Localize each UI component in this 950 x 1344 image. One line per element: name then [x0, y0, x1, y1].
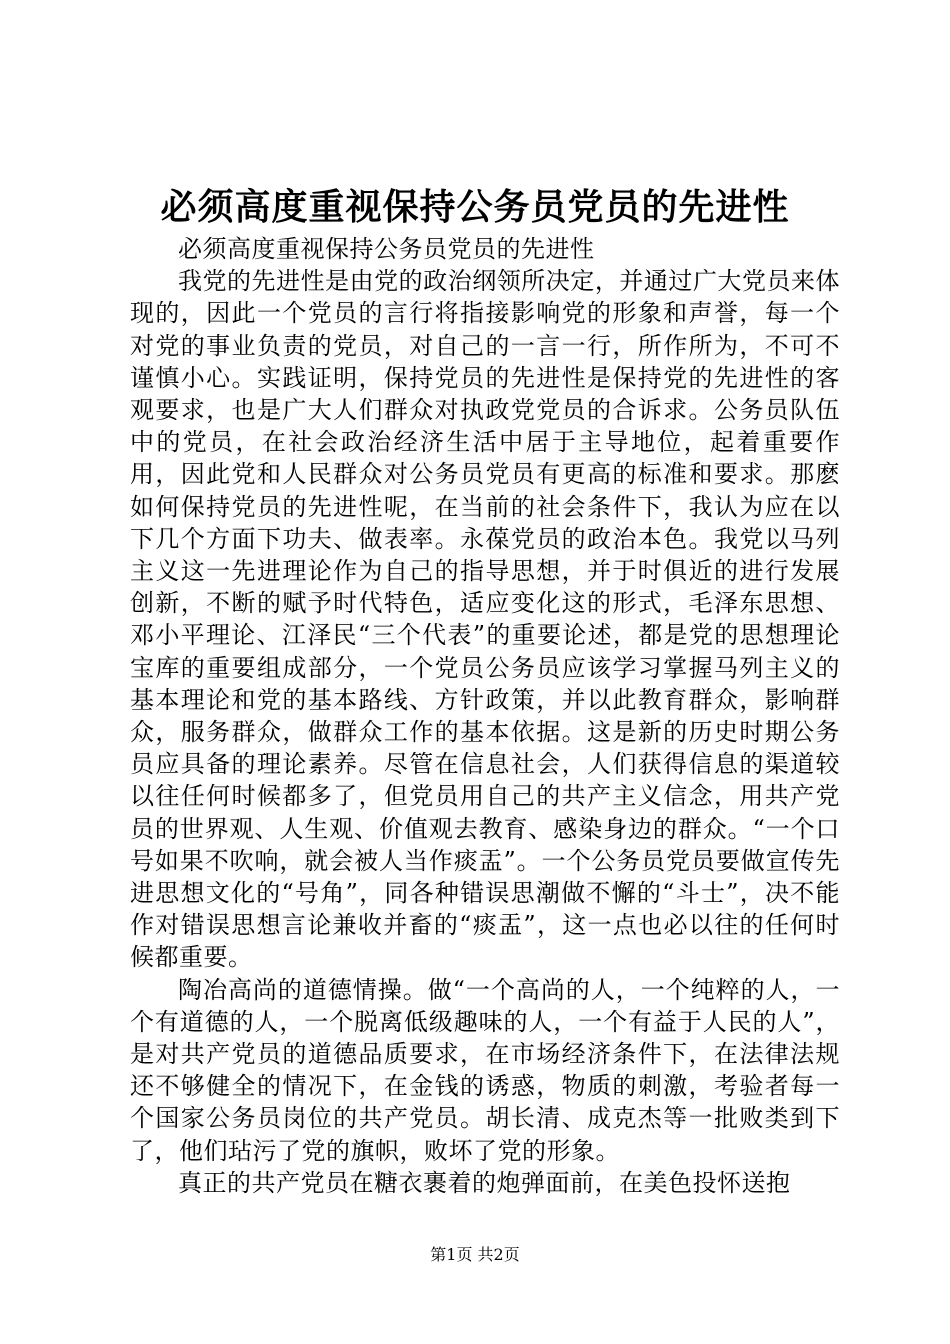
page-number: 第1页 共2页 [430, 1245, 520, 1264]
document-title: 必须高度重视保持公务员党员的先进性 [160, 186, 790, 228]
page-footer [0, 1244, 950, 1266]
paragraph: 真正的共产党员在糖衣裹着的炮弹面前，在美色投怀送抱 [178, 1168, 791, 1197]
document-body [130, 233, 840, 1199]
paragraph-subtitle: 必须高度重视保持公务员党员的先进性 [178, 235, 595, 263]
paragraph: 我党的先进性是由党的政治纲领所决定，并通过广大党员来体现的，因此一个党员的言行将指接影响党的形象和声誉，每一个对党的事业负责的党员，对自己的一言一行，所作所为，不可不谨慎小心。实践证明，保持党员的先进性是保持党的先进性的客观要求，也是广大人们群众对执政党党员的合诉求。公务员队伍中的党员，在社会政治经济生活中居于主导地位，起着重要作用，因此党和人民群众对公务员党员有更高的标准和要求。那麽如何保持党员的先进性呢，在当前的社会条件下，我认为应在以下几个方面下功夫、做表率。永葆党员的政治本色。我党以马列主义这一先进理论作为自己的指导思想，并于时俱近的进行发展创新，不断的赋予时代特色，适应变化这的形式，毛泽东思想、邓小平理论、江泽民“三个代表”的重要论述，都是党的思想理论宝库的重要组成部分，一个党员公务员应该学习掌握马列主义的基本理论和党的基本路线、方针政策，并以此教育群众，影响群众，服务群众，做群众工作的基本依据。这是新的历史时期公务员应具备的理论素养。尽管在信息社会，人们获得信息的渠道较以往任何时候都多了，但党员用自己的共产主义信念，用共产党员的世界观、人生观、价值观去教育、感染身边的群众。“一个口号如果不吹响，就会被人当作痰盂”。一个公务员党员要做宣传先进思想文化的“号角”，同各种错误思潮做不懈的“斗士”，决不能作对错误思想言论兼收并畜的“痰盂”，这一点也必以往的任何时候都重要。 [130, 267, 840, 972]
paragraph: 陶冶高尚的道德情操。做“一个高尚的人，一个纯粹的人，一个有道德的人，一个脱离低级趣味的人，一个有益于人民的人”，是对共产党员的道德品质要求，在市场经济条件下，在法律法规还不够健全的情况下，在金钱的诱惑，物质的刺激，考验者每一个国家公务员岗位的共产党员。胡长清、成克杰等一批败类到下了，他们玷污了党的旗帜，败坏了党的形象。 [130, 975, 840, 1165]
